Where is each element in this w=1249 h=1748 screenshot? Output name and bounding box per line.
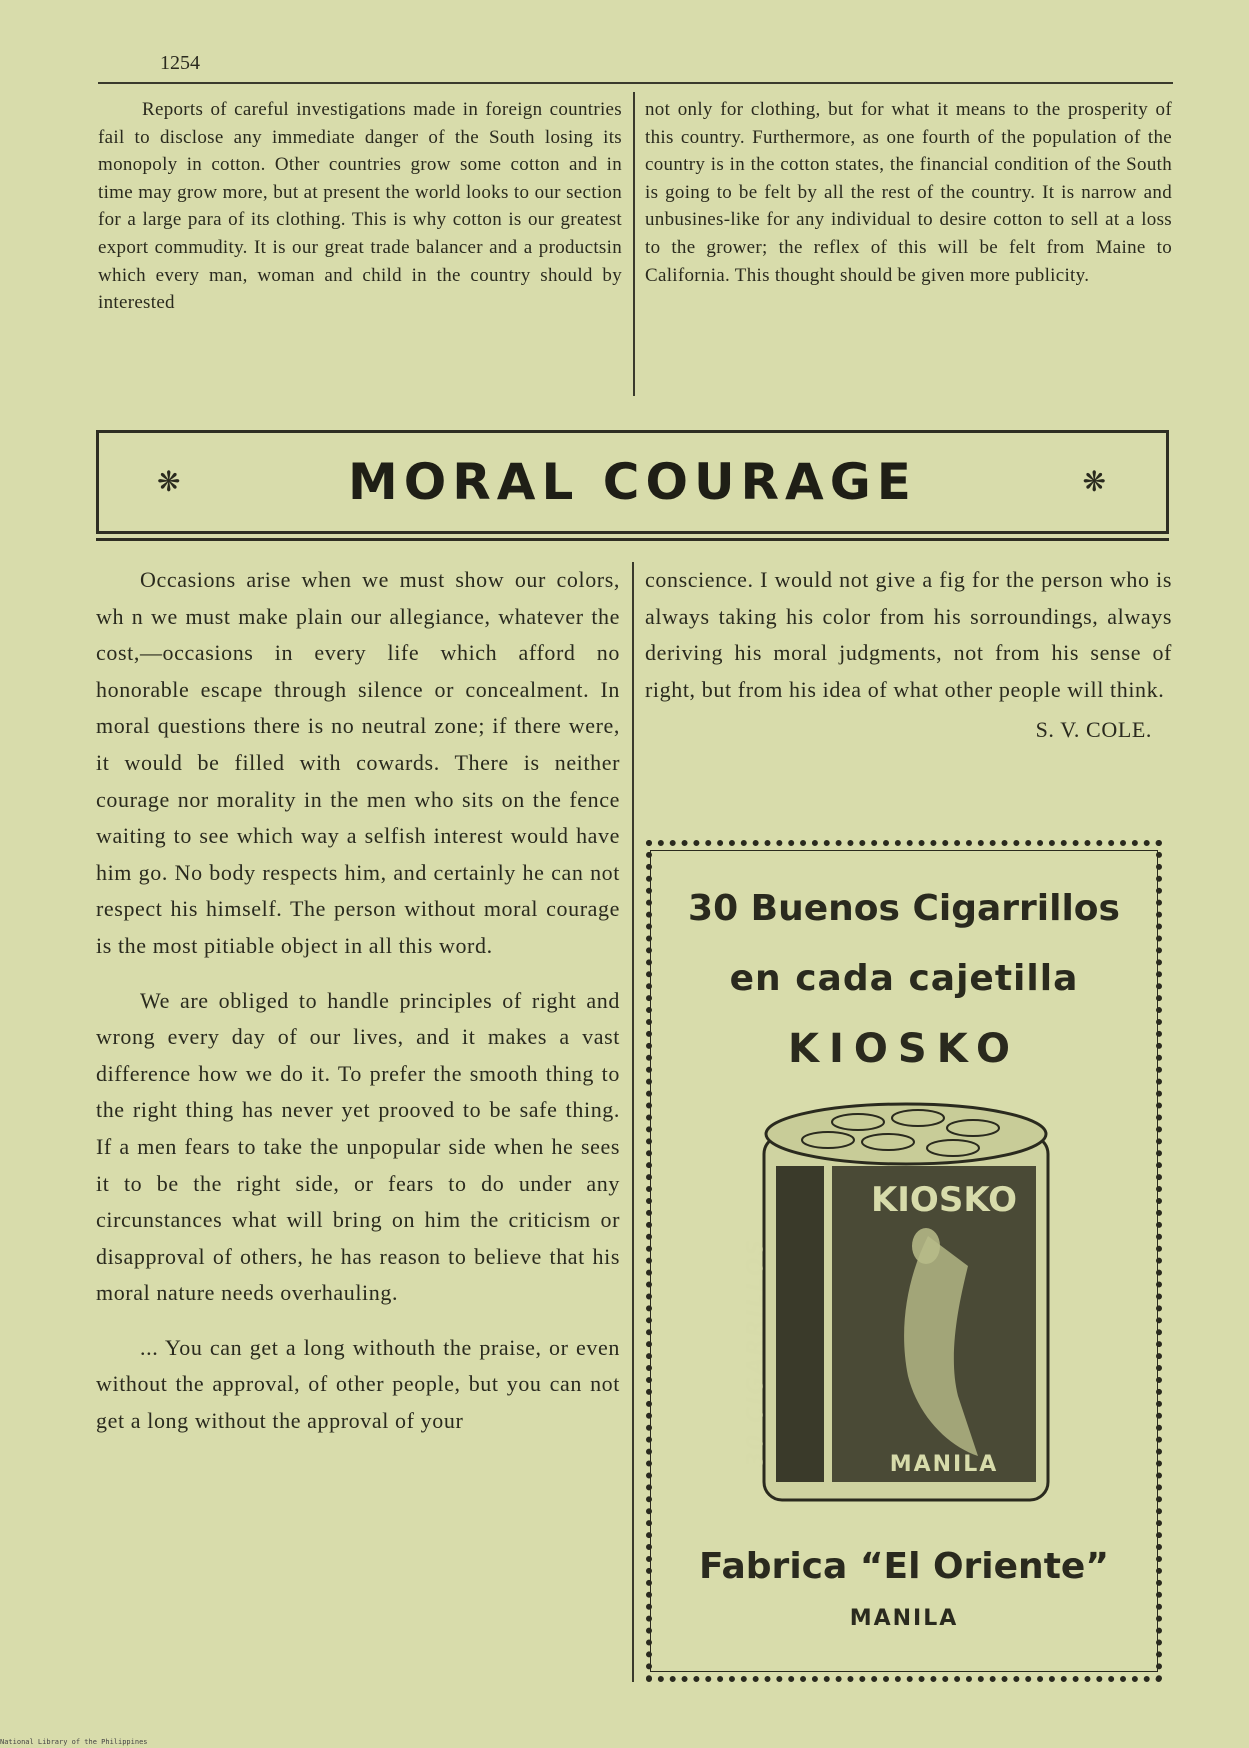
top-right-column [645, 96, 1172, 289]
article-paragraph-3: ... You can get a long withouth the praise, or even without the approval, of other people, but you can not get a long without the approval of your [96, 1334, 620, 1434]
ad-subheadline: en cada cajetilla [729, 958, 1079, 999]
article-title: MORAL COURAGE [348, 453, 917, 511]
article-paragraph-4: conscience. I would not give a fig for the person who is always taking his color from his sorroundings, always deriving his moral judgments, not from his sense of right, but from his idea of what other people will think. [645, 567, 1172, 702]
article-left-column [96, 562, 620, 1440]
pack-brand: KIOSKO [870, 1180, 1018, 1220]
article-signature: S. V. COLE. [1035, 717, 1152, 743]
pack-side-label: 30 CIGARRILLOS [743, 1237, 769, 1468]
header-rule [98, 82, 1173, 84]
ornament-right-icon: ❋ [1082, 467, 1106, 498]
ad-factory: Fabrica “El Oriente” [699, 1546, 1109, 1587]
cigarette-pack-illustration [758, 1096, 1054, 1506]
top-left-text: Reports of careful investigations made in foreign countries fail to disclose any immediate danger of the South losing its monopoly in cotton. Other countries grow some cotton and in time may grow more, but at present the world looks to our section for a large para of its clothing. This is why cotton is our greatest export commudity. It is our great trade balancer and a productsin which every man, woman and child in the country should by interested [98, 99, 622, 314]
ad-headline: 30 Buenos Cigarrillos [688, 888, 1120, 929]
article-column-divider [632, 562, 634, 1682]
article-banner [96, 430, 1169, 534]
ad-brand: KIOSKO [788, 1026, 1020, 1072]
cigarette-advertisement [646, 840, 1162, 1682]
top-column-divider [633, 92, 635, 396]
pack-city: MANILA [889, 1452, 999, 1477]
page-number: 1254 [160, 52, 200, 74]
footer-credit: National Library of the Philippines [0, 1738, 148, 1746]
article-right-column [645, 562, 1172, 749]
article-paragraph-2: We are obliged to handle principles of right and wrong every day of our lives, and it makes a vast difference how we do it. To prefer the smooth thing to the right thing has never yet prooved to be safe thing. If a men fears to take the unpopular side when he sees it to be the right side, or fears to do under any circunstances what will bring on him the criticism or disapproval of others, he has reason to believe that his moral nature needs overhauling. [96, 987, 620, 1306]
top-right-text: not only for clothing, but for what it means to the prosperity of this country. Furthermore, as one fourth of the population of the country is in the cotton states, the financial condition of the South is going to be felt by all the rest of the country. It is narrow and unbusines-like for any individual to desire cotton to sell at a loss to the grower; the reflex of this will be felt from Maine to California. This thought should be given more publicity. [645, 99, 1172, 286]
top-left-column [98, 96, 622, 317]
banner-underline [96, 538, 1169, 541]
article-paragraph-1: Occasions arise when we must show our colors, wh n we must make plain our allegiance, whatever the cost,—occasions in every life which afford no honorable escape through silence or concealment. In moral questions there is no neutral zone; if there were, it would be filled with cowards. There is neither courage nor morality in the men who sits on the fence waiting to see which way a selfish interest would have him go. No body respects him, and certainly he can not respect his himself. The person without moral courage is the most pitiable object in all this word. [96, 567, 620, 958]
ad-city: MANILA [849, 1606, 959, 1631]
ornament-left-icon: ❋ [157, 467, 181, 498]
